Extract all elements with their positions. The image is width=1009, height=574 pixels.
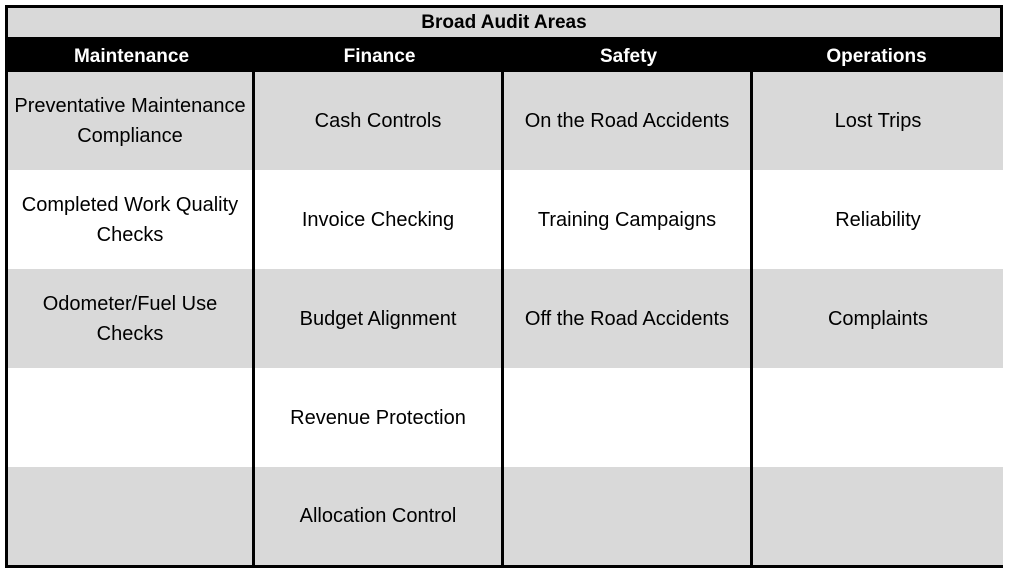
table-cell: Preventative Maintenance Compliance bbox=[8, 72, 252, 170]
column-header-safety: Safety bbox=[599, 45, 658, 67]
column-header-maintenance: Maintenance bbox=[73, 45, 190, 67]
table-cell: Invoice Checking bbox=[255, 170, 501, 269]
table-cell: Lost Trips bbox=[753, 72, 1003, 170]
table-cell bbox=[753, 467, 1003, 565]
table-cell: Allocation Control bbox=[255, 467, 501, 565]
table-cell bbox=[753, 368, 1003, 467]
table-cell: On the Road Accidents bbox=[504, 72, 750, 170]
table-body bbox=[8, 72, 1000, 565]
table-cell bbox=[8, 368, 252, 467]
table-cell: Revenue Protection bbox=[255, 368, 501, 467]
table-cell bbox=[8, 467, 252, 565]
column-header-row bbox=[8, 39, 1000, 74]
table-cell bbox=[504, 368, 750, 467]
table-cell: Complaints bbox=[753, 269, 1003, 368]
table-cell: Training Campaigns bbox=[504, 170, 750, 269]
audit-areas-table bbox=[5, 5, 1003, 568]
table-cell: Off the Road Accidents bbox=[504, 269, 750, 368]
table-cell bbox=[504, 467, 750, 565]
table-title: Broad Audit Areas bbox=[8, 8, 1000, 37]
table-cell: Reliability bbox=[753, 170, 1003, 269]
table-cell: Cash Controls bbox=[255, 72, 501, 170]
table-cell: Odometer/Fuel Use Checks bbox=[8, 269, 252, 368]
column-header-operations: Operations bbox=[826, 45, 927, 67]
column-header-finance: Finance bbox=[343, 45, 416, 67]
table-cell: Completed Work Quality Checks bbox=[8, 170, 252, 269]
table-cell: Budget Alignment bbox=[255, 269, 501, 368]
